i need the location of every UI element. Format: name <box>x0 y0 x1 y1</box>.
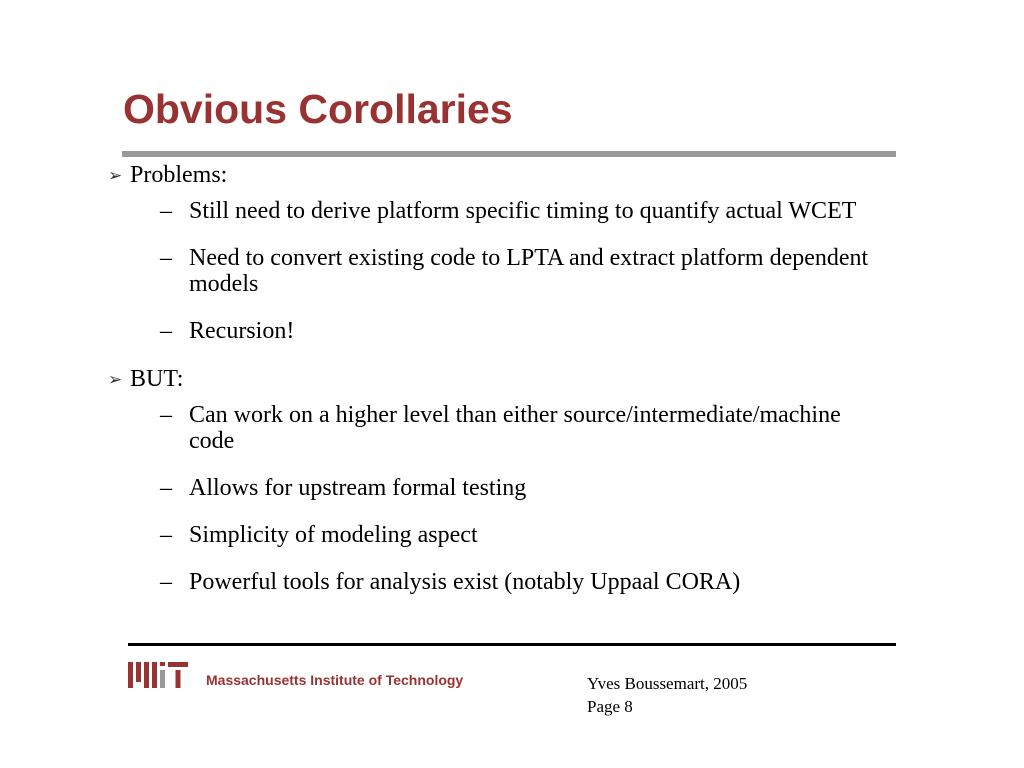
bullet-heading: Problems: <box>130 162 228 188</box>
sub-bullet <box>130 475 876 501</box>
sub-bullet <box>130 402 876 454</box>
mit-logo-icon <box>128 662 188 688</box>
sub-bullet-text: Recursion! <box>189 318 295 344</box>
bullet-but <box>106 366 876 595</box>
dash-bullet-icon: – <box>160 402 172 428</box>
arrow-bullet-icon: ➢ <box>108 370 123 390</box>
dash-bullet-icon: – <box>160 318 172 344</box>
arrow-bullet-icon: ➢ <box>108 166 123 186</box>
slide-title: Obvious Corollaries <box>123 86 513 132</box>
bullet-heading: BUT: <box>130 366 184 392</box>
page-number: Page 8 <box>587 697 633 716</box>
sub-bullet-list <box>130 402 876 595</box>
footer-author: Yves Boussemart, 2005 <box>587 674 748 693</box>
sub-bullet-list <box>130 198 876 344</box>
sub-bullet <box>130 522 876 548</box>
title-divider <box>122 151 896 157</box>
sub-bullet <box>130 245 876 297</box>
dash-bullet-icon: – <box>160 245 172 271</box>
sub-bullet-text: Simplicity of modeling aspect <box>189 522 478 548</box>
sub-bullet <box>130 198 876 224</box>
sub-bullet <box>130 569 876 595</box>
sub-bullet-text: Still need to derive platform specific timing to quantify actual WCET <box>189 198 857 224</box>
footer-divider <box>128 643 896 646</box>
sub-bullet-text: Need to convert existing code to LPTA and extract platform dependent models <box>189 245 869 297</box>
sub-bullet-text: Allows for upstream formal testing <box>189 475 527 501</box>
dash-bullet-icon: – <box>160 522 172 548</box>
dash-bullet-icon: – <box>160 475 172 501</box>
dash-bullet-icon: – <box>160 569 172 595</box>
sub-bullet-text: Can work on a higher level than either source/intermediate/machine code <box>189 402 841 454</box>
footer-info <box>587 672 747 718</box>
institution-name: Massachusetts Institute of Technology <box>206 672 464 688</box>
sub-bullet <box>130 318 876 344</box>
slide-content <box>106 162 876 595</box>
sub-bullet-text: Powerful tools for analysis exist (notably Uppaal CORA) <box>189 569 741 595</box>
bullet-problems <box>106 162 876 344</box>
dash-bullet-icon: – <box>160 198 172 224</box>
